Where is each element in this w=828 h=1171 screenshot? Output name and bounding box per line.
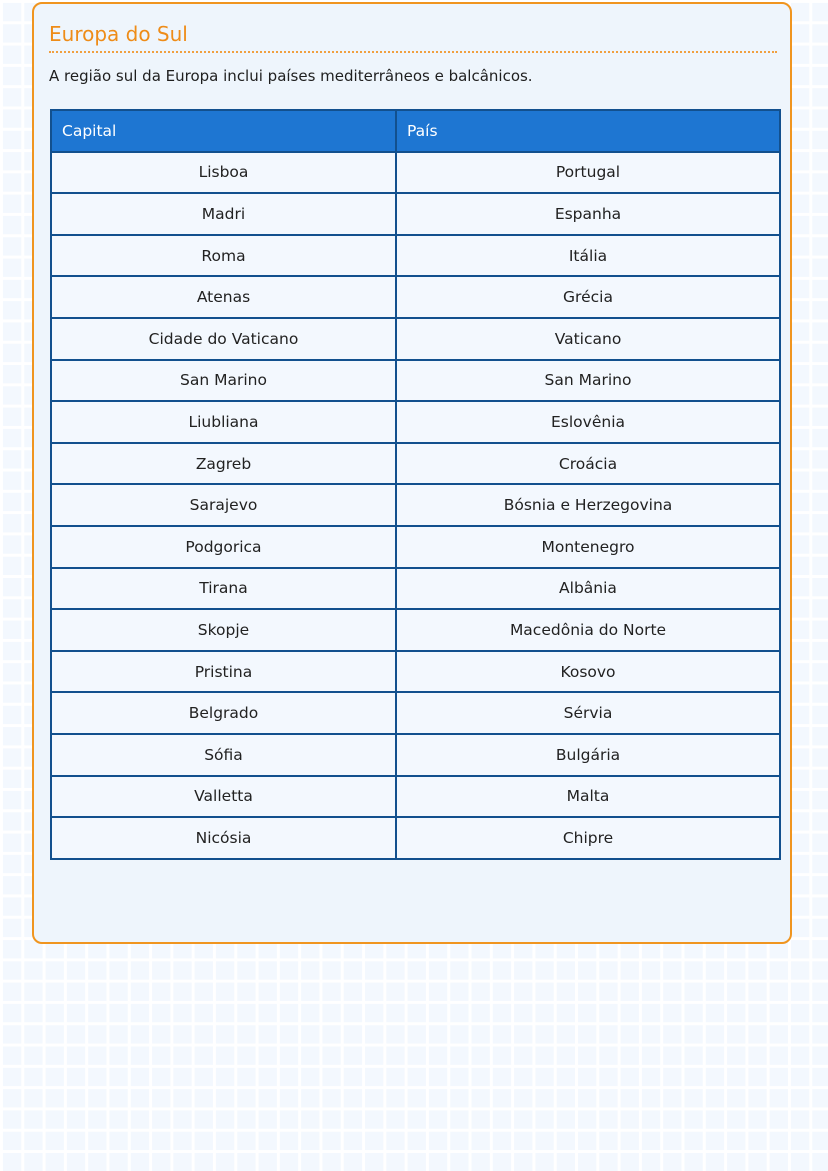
country-cell: Malta	[396, 776, 780, 818]
capitals-table	[50, 109, 781, 860]
country-cell: Itália	[396, 235, 780, 277]
table-row	[51, 484, 780, 526]
capital-cell: Cidade do Vaticano	[51, 318, 396, 360]
country-cell: San Marino	[396, 360, 780, 402]
capital-cell: Roma	[51, 235, 396, 277]
table-row	[51, 401, 780, 443]
country-cell: Espanha	[396, 193, 780, 235]
table-row	[51, 651, 780, 693]
country-cell: Portugal	[396, 152, 780, 194]
capital-cell: Madri	[51, 193, 396, 235]
capital-cell: San Marino	[51, 360, 396, 402]
capital-cell: Belgrado	[51, 692, 396, 734]
table-row	[51, 276, 780, 318]
country-cell: Bulgária	[396, 734, 780, 776]
capital-cell: Pristina	[51, 651, 396, 693]
column-header-country: País	[396, 110, 780, 152]
table-row	[51, 318, 780, 360]
table-row	[51, 152, 780, 194]
table-row	[51, 692, 780, 734]
table-row	[51, 526, 780, 568]
capital-cell: Skopje	[51, 609, 396, 651]
capital-cell: Nicósia	[51, 817, 396, 859]
table-row	[51, 817, 780, 859]
country-cell: Croácia	[396, 443, 780, 485]
title-divider	[49, 51, 777, 53]
capital-cell: Valletta	[51, 776, 396, 818]
capital-cell: Podgorica	[51, 526, 396, 568]
table-header-row	[51, 110, 780, 152]
country-cell: Eslovênia	[396, 401, 780, 443]
country-cell: Chipre	[396, 817, 780, 859]
country-cell: Grécia	[396, 276, 780, 318]
country-cell: Macedônia do Norte	[396, 609, 780, 651]
table-row	[51, 235, 780, 277]
table-row	[51, 568, 780, 610]
table-row	[51, 734, 780, 776]
country-cell: Bósnia e Herzegovina	[396, 484, 780, 526]
table-row	[51, 443, 780, 485]
section-description: A região sul da Europa inclui países mediterrâneos e balcânicos.	[49, 67, 533, 85]
country-cell: Vaticano	[396, 318, 780, 360]
capital-cell: Tirana	[51, 568, 396, 610]
country-cell: Albânia	[396, 568, 780, 610]
capital-cell: Atenas	[51, 276, 396, 318]
section-card	[32, 2, 792, 944]
capital-cell: Zagreb	[51, 443, 396, 485]
capital-cell: Sarajevo	[51, 484, 396, 526]
column-header-capital: Capital	[51, 110, 396, 152]
country-cell: Kosovo	[396, 651, 780, 693]
capital-cell: Liubliana	[51, 401, 396, 443]
table-body	[51, 152, 780, 859]
capital-cell: Lisboa	[51, 152, 396, 194]
table-row	[51, 193, 780, 235]
country-cell: Sérvia	[396, 692, 780, 734]
table-row	[51, 360, 780, 402]
capital-cell: Sófia	[51, 734, 396, 776]
table-row	[51, 776, 780, 818]
table-row	[51, 609, 780, 651]
section-title: Europa do Sul	[49, 22, 188, 46]
country-cell: Montenegro	[396, 526, 780, 568]
